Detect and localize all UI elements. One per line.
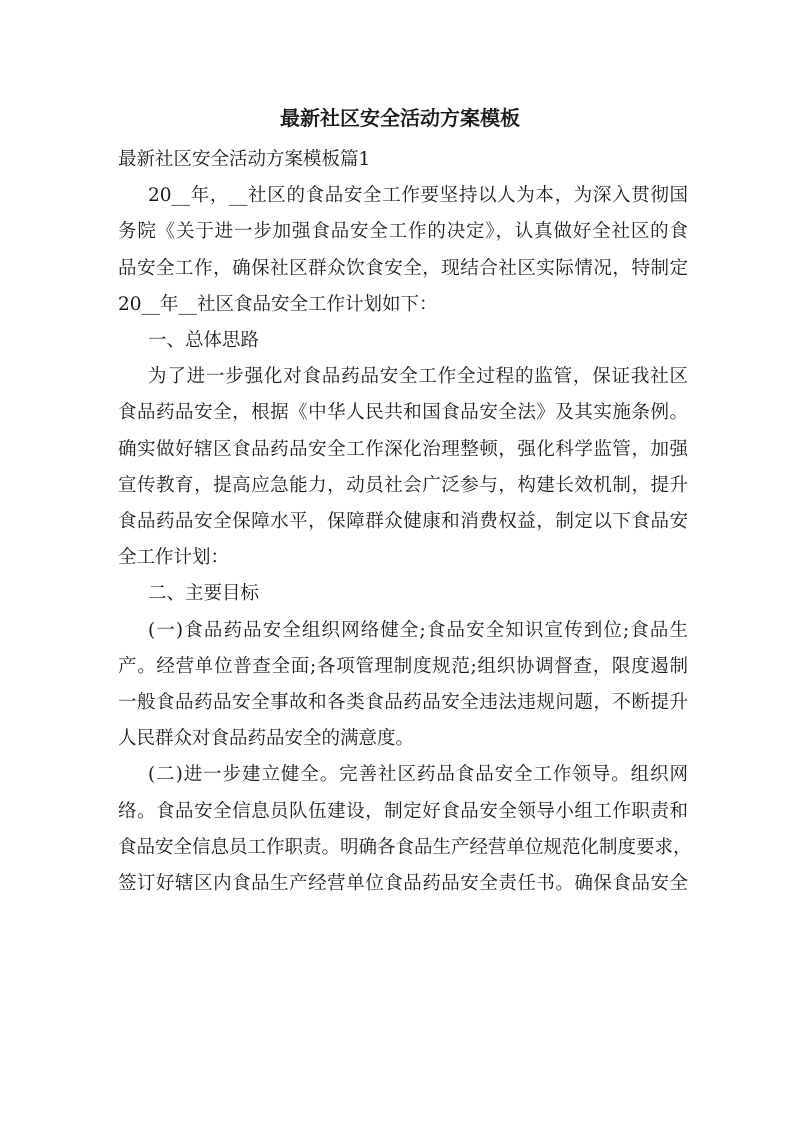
subsection-heading: 一、总体思路	[148, 330, 260, 352]
paragraph-line: 人民群众对食品药品安全的满意度。	[118, 728, 415, 750]
paragraph-line: 品安全工作，确保社区群众饮食安全，现结合社区实际情况，特制定	[118, 257, 688, 279]
document-body	[118, 142, 692, 902]
paragraph-line: 产。经营单位普查全面;各项管理制度规范;组织协调督查，限度遏制	[118, 655, 688, 677]
section-heading: 最新社区安全活动方案模板篇1	[118, 149, 371, 170]
paragraph-line: 全工作计划：	[118, 547, 230, 569]
paragraph-line: 务院《关于进一步加强食品安全工作的决定》，认真做好全社区的食	[118, 221, 688, 243]
paragraph-line: 确实做好辖区食品药品安全工作深化治理整顿，强化科学监管，加强	[118, 438, 688, 460]
paragraph-line: 食品药品安全保障水平，保障群众健康和消费权益，制定以下食品安	[118, 511, 688, 533]
paragraph-line: 为了进一步强化对食品药品安全工作全过程的监管，保证我社区	[148, 366, 688, 388]
paragraph-line: 20__年，__社区的食品安全工作要坚持以人为本，为深入贯彻国	[148, 185, 688, 207]
subsection-heading: 二、主要目标	[148, 583, 260, 605]
paragraph-line: 宣传教育，提高应急能力，动员社会广泛参与，构建长效机制，提升	[118, 474, 688, 496]
document-title: 最新社区安全活动方案模板	[280, 106, 520, 130]
paragraph-line: 20__年__社区食品安全工作计划如下：	[118, 293, 438, 315]
paragraph-line: (一)食品药品安全组织网络健全;食品安全知识宣传到位;食品生	[148, 619, 688, 641]
paragraph-line: 食品药品安全，根据《中华人民共和国食品安全法》及其实施条例。	[118, 402, 688, 424]
paragraph-line: 络。食品安全信息员队伍建设，制定好食品安全领导小组工作职责和	[118, 800, 688, 822]
paragraph-line: 一般食品药品安全事故和各类食品药品安全违法违规问题，不断提升	[118, 692, 688, 714]
paragraph-line: 食品安全信息员工作职责。明确各食品生产经营单位规范化制度要求，	[118, 836, 692, 858]
paragraph-line: (二)进一步建立健全。完善社区药品食品安全工作领导。组织网	[148, 764, 688, 786]
paragraph-line: 签订好辖区内食品生产经营单位食品药品安全责任书。确保食品安全	[118, 873, 688, 895]
